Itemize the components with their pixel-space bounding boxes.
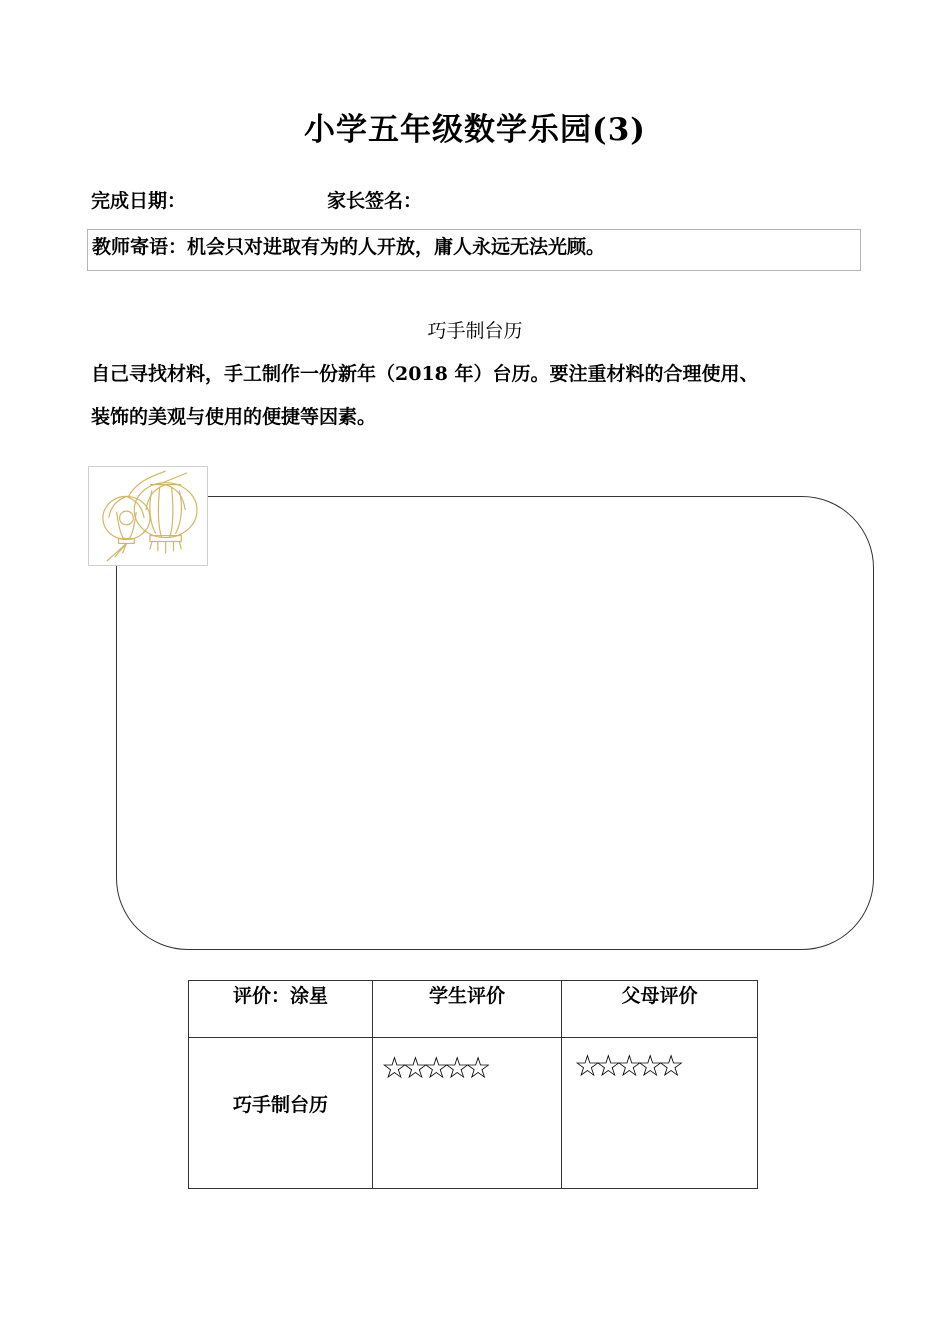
parent-stars[interactable]: ☆☆☆☆☆ bbox=[574, 1049, 679, 1084]
lantern-icon bbox=[88, 466, 208, 566]
student-stars[interactable]: ☆☆☆☆☆ bbox=[381, 1051, 486, 1086]
teacher-message: 教师寄语：机会只对进取有为的人开放，庸人永远无法光顾。 bbox=[92, 236, 606, 258]
drawing-frame bbox=[116, 496, 874, 950]
parent-signature-label: 家长签名： bbox=[327, 190, 423, 212]
page-title: 小学五年级数学乐园(3) bbox=[304, 112, 646, 148]
student-rating-cell bbox=[373, 1038, 562, 1189]
teacher-message-box bbox=[87, 229, 861, 271]
parent-rating-cell bbox=[562, 1038, 758, 1189]
header-cell-student: 学生评价 bbox=[373, 981, 562, 1038]
row-label-cell bbox=[189, 1038, 373, 1189]
evaluation-table bbox=[188, 980, 758, 1189]
task-description-line-2: 装饰的美观与使用的便捷等因素。 bbox=[91, 406, 377, 428]
header-cell-rating: 评价：涂星 bbox=[189, 981, 373, 1038]
header-cell-parent: 父母评价 bbox=[562, 981, 758, 1038]
task-description-line-1: 自己寻找材料，手工制作一份新年（2018 年）台历。要注重材料的合理使用、 bbox=[91, 363, 759, 385]
completion-date-label: 完成日期： bbox=[91, 190, 187, 212]
task-title: 巧手制台历 bbox=[427, 320, 523, 342]
row-label: 巧手制台历 bbox=[233, 1094, 329, 1116]
